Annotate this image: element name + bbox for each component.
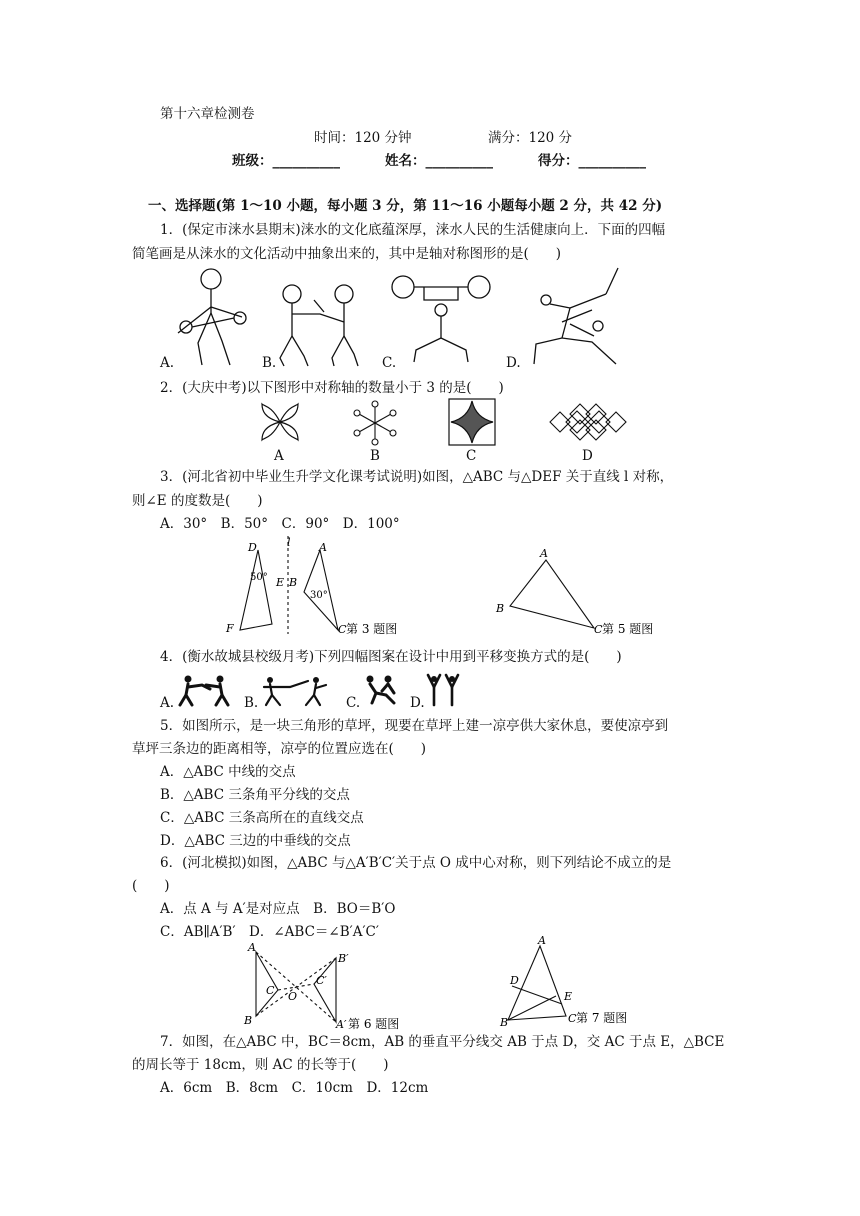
q7-point-d: D: [510, 974, 519, 987]
q7-text-line1: 7．如图，在△ABC 中，BC＝8cm，AB 的垂直平分线交 AB 于点 D，交 AC 于点 E，△BCE: [160, 1034, 725, 1050]
class-field: 班级：__________: [232, 153, 340, 169]
q6-option-line1: A．点 A 与 A′是对应点 B．BO＝B′O: [160, 901, 396, 917]
q5-option-c: C．△ABC 三条高所在的直线交点: [160, 810, 364, 826]
q2-label-b: B: [370, 448, 380, 464]
q1-option-c: C.: [382, 355, 397, 371]
q1-figure-b: [274, 278, 364, 368]
page-title: 第十六章检测卷: [160, 106, 255, 122]
q3-figure: [220, 534, 398, 640]
q2-label-d: D: [582, 448, 593, 464]
q3-text-line2: 则∠E 的度数是( ): [132, 493, 263, 509]
q7-point-e: E: [564, 990, 573, 1003]
q1-text-line2: 简笔画是从涞水的文化活动中抽象出来的，其中是轴对称图形的是( ): [132, 246, 562, 262]
grade-field: 得分：__________: [538, 153, 646, 169]
full-score: 满分：120 分: [488, 130, 573, 146]
q1-figure-d: [520, 266, 620, 368]
q7-figure: [494, 934, 654, 1029]
q5-point-c: C: [594, 623, 603, 636]
q5-option-b: B．△ABC 三条角平分线的交点: [160, 787, 350, 803]
q1-text-line1: 1．(保定市涞水县期末)涞水的文化底蕴深厚，涞水人民的生活健康向上．下面的四幅: [160, 222, 666, 238]
q1-figure-c: [390, 270, 494, 370]
q7-point-b: B: [500, 1016, 509, 1029]
q3-line-l: l: [287, 536, 291, 549]
q5-point-a: A: [540, 547, 548, 560]
q4-option-c: C.: [346, 695, 361, 711]
q6-text-line1: 6．(河北模拟)如图，△ABC 与△A′B′C′关于点 O 成中心对称，则下列结论不成立的是: [160, 855, 672, 871]
q4-option-b: B.: [244, 695, 259, 711]
q6-option-line2: C．AB∥A′B′ D．∠ABC＝∠B′A′C′: [160, 924, 379, 940]
q2-figure-a: [258, 400, 302, 444]
q2-label-c: C: [466, 448, 477, 464]
q6-point-c-prime: C′: [316, 974, 327, 987]
q4-option-a: A.: [160, 695, 175, 711]
q6-point-o: O: [288, 990, 298, 1003]
q2-text-line1: 2．(大庆中考)以下图形中对称轴的数量小于 3 的是( ): [160, 380, 504, 396]
q3-point-f: F: [226, 622, 234, 635]
q6-figure-caption: 第 6 题图: [348, 1017, 400, 1031]
q1-option-a: A.: [160, 355, 175, 371]
q4-text-line1: 4．(衡水故城县校级月考)下列四幅图案在设计中用到平移变换方式的是( ): [160, 649, 622, 665]
q5-option-d: D．△ABC 三边的中垂线的交点: [160, 833, 351, 849]
q7-options: A．6cm B．8cm C．10cm D．12cm: [160, 1080, 429, 1096]
q3-options: A．30° B．50° C．90° D．100°: [160, 516, 400, 532]
q5-text-line2: 草坪三条边的距离相等，凉亭的位置应选在( ): [132, 741, 427, 757]
name-field: 姓名：__________: [385, 153, 493, 169]
q5-text-line1: 5．如图所示，是一块三角形的草坪，现要在草坪上建一凉亭供大家休息，要使凉亭到: [160, 718, 669, 734]
q3-point-a: A: [319, 541, 327, 554]
q1-option-b: B.: [262, 355, 277, 371]
q7-figure-caption: 第 7 题图: [576, 1011, 628, 1025]
q6-figure: [240, 940, 420, 1032]
q3-figure-caption: 第 3 题图: [346, 622, 398, 636]
q5-option-a: A．△ABC 中线的交点: [160, 764, 296, 780]
q5-point-b: B: [496, 602, 505, 615]
q6-point-a-prime: A′: [336, 1018, 347, 1031]
q3-angle-50: 50°: [250, 572, 268, 583]
q6-text-line2: ( ): [132, 878, 170, 894]
q3-point-e: E: [276, 576, 285, 589]
q6-point-b-prime: B′: [338, 952, 349, 965]
q3-point-d: D: [248, 541, 257, 554]
q1-figure-a: [170, 265, 250, 370]
q5-figure-caption: 第 5 题图: [602, 622, 654, 636]
q3-angle-30: 30°: [310, 590, 328, 601]
q2-label-a: A: [274, 448, 284, 464]
q2-figure-c: [448, 398, 496, 446]
q2-figure-d: [546, 402, 630, 442]
q4-option-d: D.: [410, 695, 425, 711]
time-limit: 时间：120 分钟: [314, 130, 412, 146]
q4-figure-c: [362, 673, 398, 707]
q4-figure-b: [260, 675, 330, 707]
q3-text-line1: 3．(河北省初中毕业生升学文化课考试说明)如图，△ABC 与△DEF 关于直线 l 对称，: [160, 469, 674, 485]
q7-point-a: A: [538, 934, 546, 947]
q2-figure-b: [352, 400, 398, 446]
q3-point-c: C: [338, 623, 347, 636]
section-heading: 一、选择题(第 1～10 小题，每小题 3 分，第 11～16 小题每小题 2 分，共 42 分): [148, 198, 663, 214]
q1-option-d: D.: [506, 355, 521, 371]
q4-figure-a: [176, 673, 232, 707]
q6-point-a: A: [248, 941, 256, 954]
q6-point-c: C: [266, 984, 275, 997]
q7-point-c: C: [568, 1012, 577, 1025]
q4-figure-d: [424, 673, 462, 707]
q7-text-line2: 的周长等于 18cm，则 AC 的长等于( ): [132, 1057, 389, 1073]
q6-point-b: B: [244, 1014, 253, 1027]
q3-point-b: B: [289, 576, 298, 589]
q5-figure: [490, 544, 670, 640]
